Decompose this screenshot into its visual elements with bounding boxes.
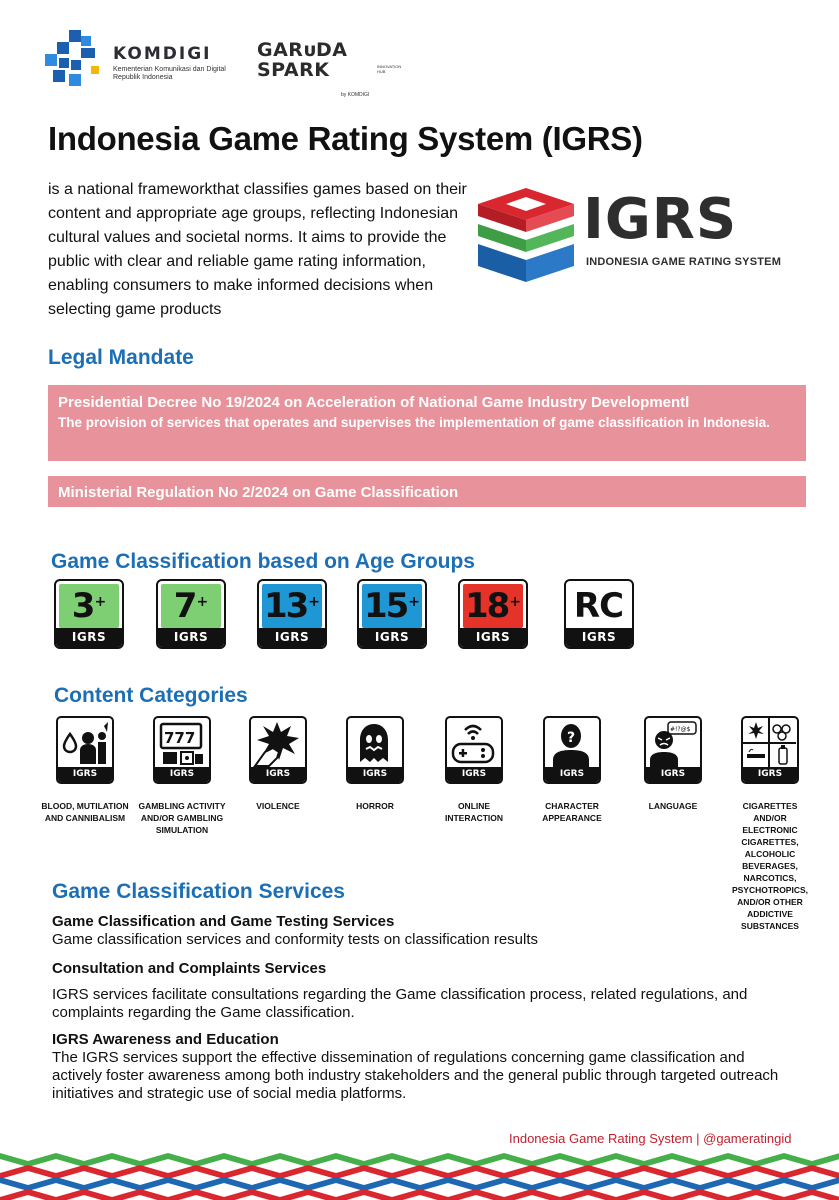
footer-chevron [196,1189,252,1200]
footer-chevron [756,1189,812,1200]
footer-chevron [140,1165,196,1179]
header-logos [45,30,405,106]
gamepad-icon [445,716,503,784]
garuda-line2: SPARK [257,59,330,81]
age-badge-label: IGRS [359,628,425,647]
komdigi-subtitle: Kementerian Komunikasi dan Digital Republik Indonesia [113,66,226,81]
igrs-logo-subtitle: INDONESIA GAME RATING SYSTEM [586,256,782,268]
footer-chevron [392,1177,448,1191]
category-label: CIGARETTES AND/OR ELECTRONIC CIGARETTES, ALCOHOLIC BEVERAGES, NARCOTICS, PSYCHOTROPICS, AND/OR OTHER ADDICTIVE SUBSTANCES [731,801,809,931]
category-label: LANGUAGE [648,801,698,811]
legal-item-regulation [48,476,806,507]
footer-chevron [56,1177,112,1191]
footer-chevron [84,1165,140,1179]
footer-chevron [448,1177,504,1191]
age-badge-number: 15 [363,586,408,626]
footer-chevron [784,1153,839,1167]
footer-pattern [0,1147,839,1200]
footer-chevron [560,1153,616,1167]
age-badge-plus: + [94,594,107,610]
garuda-hub-label: INNOVATION HUB [377,64,402,74]
age-badge-number: RC [573,586,624,626]
category-bar: IGRS [743,767,797,782]
age-badge-rc [564,579,634,649]
age-badge-7 [156,579,226,649]
footer-chevron [84,1189,140,1200]
footer-chevron [420,1165,476,1179]
footer-handle: Indonesia Game Rating System | @gameratingid [509,1131,792,1146]
age-badge-label: IGRS [460,628,526,647]
legal-item-title: Presidential Decree No 19/2024 on Acceleration of National Game Industry Developmentl [58,394,690,411]
footer-chevron [280,1177,336,1191]
age-badge-plus: + [509,594,522,610]
komdigi-name: KOMDIGI [113,44,212,64]
category-bar: IGRS [545,767,599,782]
footer-chevron [308,1189,364,1200]
footer-chevron [168,1177,224,1191]
age-groups-heading: Game Classification based on Age Groups [51,550,475,573]
footer-chevron [56,1153,112,1167]
footer-chevron [420,1189,476,1200]
footer-chevron [280,1153,336,1167]
komdigi-logo-icon [45,30,105,90]
age-badge-label: IGRS [158,628,224,647]
footer-chevron [308,1165,364,1179]
footer-chevron [476,1165,532,1179]
footer-chevron [476,1189,532,1200]
footer-chevron [112,1153,168,1167]
service-text: The IGRS services support the effective dissemination of regulations concerning game classification and actively foster awareness among both industry stakeholders and the general public through targeted outreach initiatives and strategic use of social media platforms. [52,1049,779,1102]
footer-chevron [504,1153,560,1167]
igrs-logo [476,186,782,286]
footer-chevron [756,1165,812,1179]
category-label: CHARACTER APPEARANCE [542,801,602,823]
footer-chevron [392,1153,448,1167]
category-label: HORROR [356,801,394,811]
footer-chevron [28,1189,84,1200]
footer-chevron [616,1177,672,1191]
footer-chevron [728,1153,784,1167]
footer-chevron [364,1189,420,1200]
category-bar: IGRS [348,767,402,782]
intro-paragraph: is a national frameworkthat classifies games based on their content and appropriate age groups, reflecting Indonesian cultural values and societal norms. It aims to provide the public with clear and reliable game rating information, enabling consumers to make informed decisions when selecting game products [48,181,467,318]
content-categories-heading: Content Categories [54,684,248,707]
footer-chevron [140,1189,196,1200]
service-awareness [52,1031,792,1103]
footer-chevron [112,1177,168,1191]
footer-chevron [672,1153,728,1167]
footer-chevron [168,1153,224,1167]
footer-chevron [588,1189,644,1200]
category-bar: IGRS [646,767,700,782]
age-badge-plus: + [308,594,321,610]
category-label: ONLINE INTERACTION [444,801,504,823]
svg-text:777: 777 [164,729,196,747]
service-title: Consultation and Complaints Services [52,960,327,977]
service-text: IGRS services facilitate consultations regarding the Game classification process, related regulations, and complaints regarding the Game classification. [52,986,748,1021]
footer-chevron [616,1153,672,1167]
legal-mandate-heading: Legal Mandate [48,346,194,369]
igrs-logo-text: IGRS [583,187,738,252]
age-badge-number: 3 [71,586,94,626]
age-badge-label: IGRS [566,628,632,647]
service-classification [52,913,792,949]
service-title: IGRS Awareness and Education [52,1031,279,1048]
service-title: Game Classification and Game Testing Services [52,913,395,930]
footer-chevron [28,1165,84,1179]
footer-chevron [784,1177,839,1191]
age-badge-15 [357,579,427,649]
legal-item-decree [48,385,806,461]
footer-chevron [336,1177,392,1191]
age-badge-number: 7 [173,586,196,626]
footer-chevron [812,1165,839,1179]
footer-chevron [224,1153,280,1167]
ghost-icon [346,716,404,784]
footer-chevron [364,1165,420,1179]
age-badge-18 [458,579,528,649]
footer-chevron [588,1165,644,1179]
slot-machine-icon [153,716,211,784]
age-badge-3 [54,579,124,649]
footer-chevron [448,1153,504,1167]
footer-chevron [728,1177,784,1191]
category-label: BLOOD, MUTILATION AND CANNIBALISM [41,801,129,823]
category-label: GAMBLING ACTIVITY AND/OR GAMBLING SIMULATION [138,801,226,835]
category-bar: IGRS [155,767,209,782]
page-title: Indonesia Game Rating System (IGRS) [48,120,643,157]
footer-chevron [504,1177,560,1191]
komdigi-wordmark [113,44,248,82]
footer-chevron [0,1165,28,1179]
age-badge-number: 13 [263,586,308,626]
garuda-spark-logo [257,39,402,98]
footer-chevron [532,1165,588,1179]
igrs-cube-icon [476,186,576,286]
footer-chevron [532,1189,588,1200]
age-badge-13 [257,579,327,649]
category-bar: IGRS [447,767,501,782]
category-label: VIOLENCE [256,801,300,811]
footer-chevron [196,1165,252,1179]
substances-icon [741,716,799,784]
age-badge-label: IGRS [56,628,122,647]
legal-item-title: Ministerial Regulation No 2/2024 on Game Classification [58,484,459,501]
footer-chevron [644,1165,700,1179]
footer-chevron [700,1189,756,1200]
footer-chevron [812,1189,839,1200]
footer-chevron [700,1165,756,1179]
age-badge-label: IGRS [259,628,325,647]
footer-chevron [224,1177,280,1191]
age-badge-plus: + [196,594,209,610]
svg-text:?: ? [567,730,576,746]
footer-chevron [560,1177,616,1191]
footer-chevron [252,1189,308,1200]
footer-chevron [0,1189,28,1200]
blood-icon [56,716,114,784]
footer-chevron [0,1153,56,1167]
footer-chevron [672,1177,728,1191]
fist-icon [249,716,307,784]
garuda-by-label: by KOMDIGI [341,92,370,98]
person-icon [543,716,601,784]
services-heading: Game Classification Services [52,880,345,903]
footer-chevron [336,1153,392,1167]
age-rating-row [54,579,634,651]
legal-item-subtitle: The provision of services that operates and supervises the implementation of game classification in Indonesia. [58,415,770,430]
service-consultation [52,960,792,1022]
service-text: Game classification services and conformity tests on classification results [52,931,539,948]
speech-bubble-text: #!?@$ [670,726,691,733]
speech-icon [644,716,702,784]
footer-chevron [252,1165,308,1179]
category-bar: IGRS [58,767,112,782]
footer-chevron [644,1189,700,1200]
category-bar: IGRS [251,767,305,782]
garuda-line1: GARᴜDA [257,39,348,61]
age-badge-number: 18 [464,586,509,626]
footer-chevron [0,1177,56,1191]
age-badge-plus: + [408,594,421,610]
